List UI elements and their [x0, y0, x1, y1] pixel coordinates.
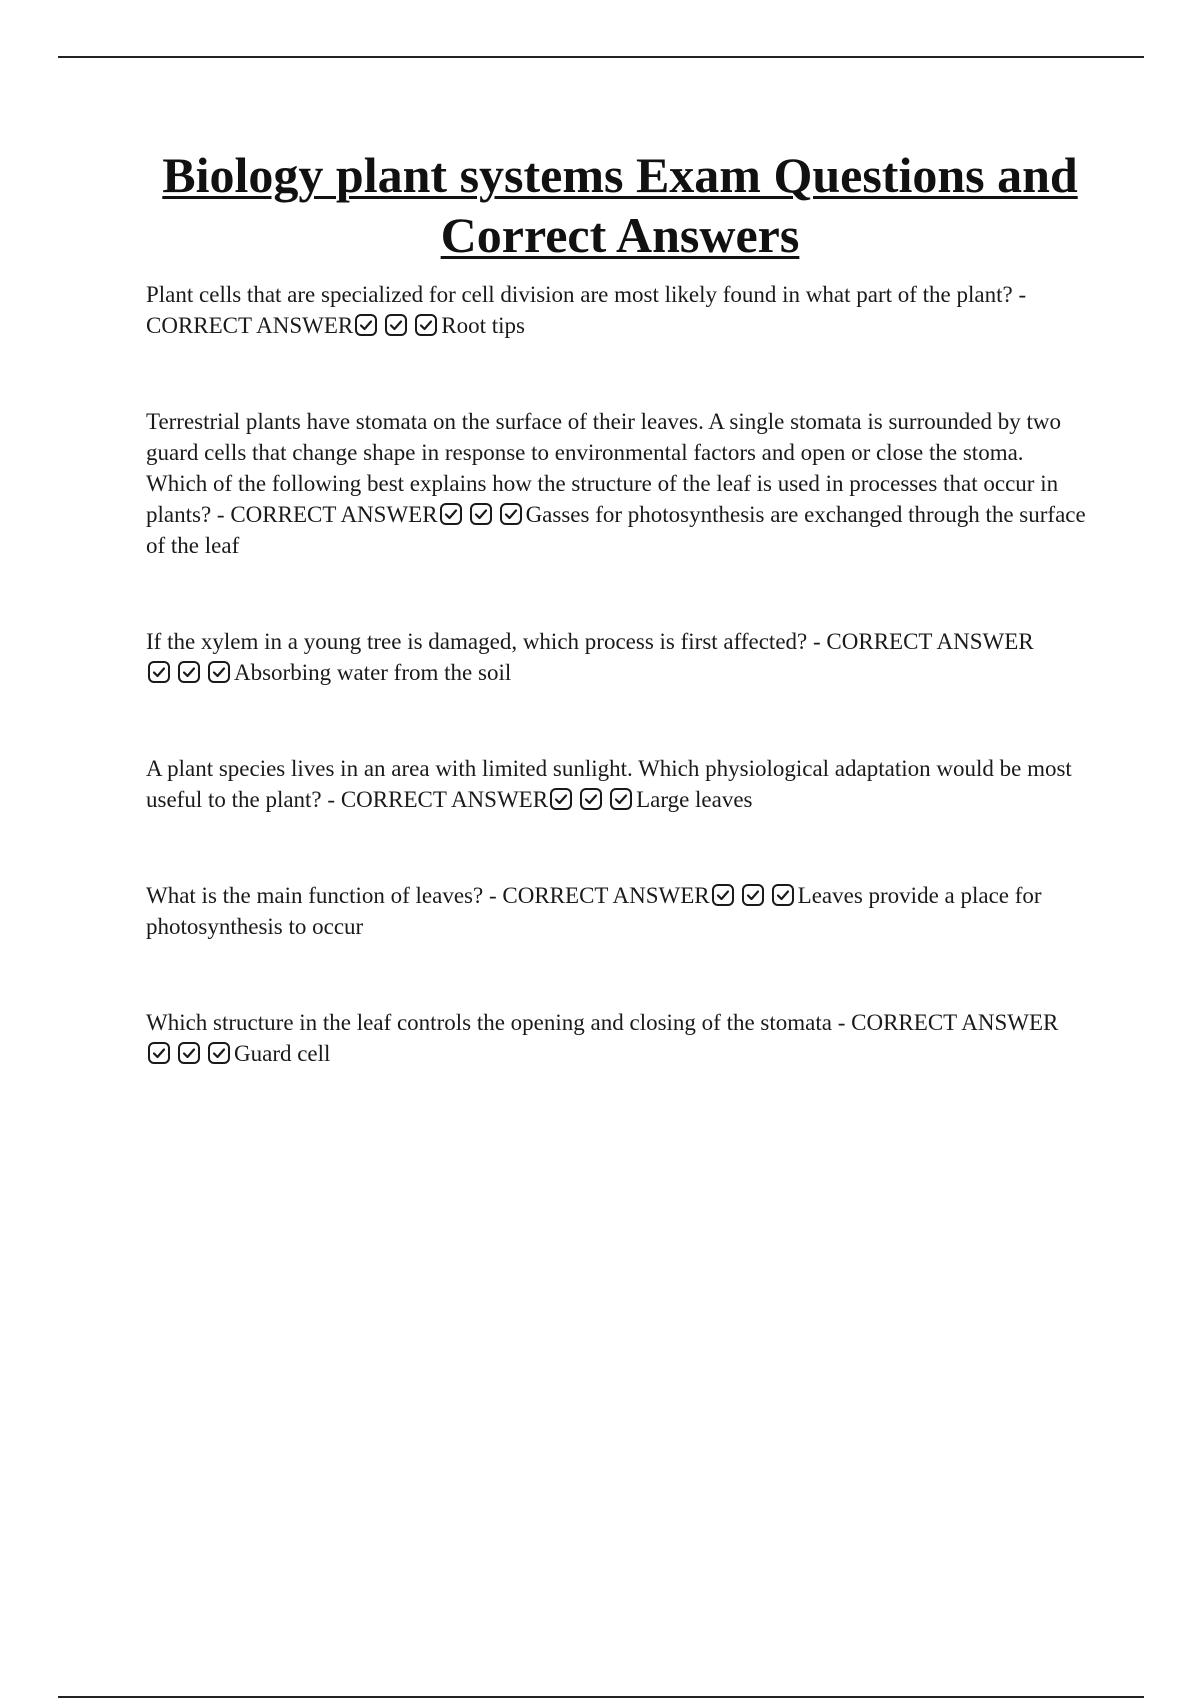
checkbox-checked-icon — [499, 502, 523, 526]
checkbox-checked-icon — [771, 883, 795, 907]
answer-marker: CORRECT ANSWER — [340, 787, 549, 812]
answer-marker: CORRECT ANSWER — [826, 629, 1034, 654]
document-title: Biology plant systems Exam Questions and Correct Answers — [162, 147, 1078, 263]
question-text: If the xylem in a young tree is damaged, which process is first affected? - — [146, 629, 821, 654]
checkbox-checked-icon — [469, 502, 493, 526]
checkbox-checked-icon — [741, 883, 765, 907]
check-icons — [147, 1041, 231, 1065]
qa-item — [146, 279, 1086, 341]
checkbox-checked-icon — [711, 883, 735, 907]
qa-item — [146, 1007, 1086, 1069]
answer-text: Large leaves — [636, 787, 753, 812]
qa-item — [146, 626, 1086, 688]
checkbox-checked-icon — [147, 660, 171, 684]
question-text: Which structure in the leaf controls the opening and closing of the stomata - — [146, 1010, 846, 1035]
checkbox-checked-icon — [579, 787, 603, 811]
check-icons — [354, 313, 438, 337]
checkbox-checked-icon — [384, 313, 408, 337]
qa-item — [146, 753, 1086, 815]
question-text: What is the main function of leaves? - — [146, 883, 497, 908]
answer-marker: CORRECT ANSWER — [502, 883, 710, 908]
checkbox-checked-icon — [549, 787, 573, 811]
check-icons — [147, 660, 231, 684]
answer-marker: CORRECT ANSWER — [230, 502, 438, 527]
qa-list — [146, 279, 1086, 1134]
answer-marker: CORRECT ANSWER — [146, 313, 354, 338]
qa-item — [146, 406, 1086, 561]
checkbox-checked-icon — [414, 313, 438, 337]
checkbox-checked-icon — [177, 1041, 201, 1065]
answer-text: Leaves provide a place for photosynthesis to occur — [146, 883, 1042, 939]
qa-item — [146, 880, 1086, 942]
checkbox-checked-icon — [177, 660, 201, 684]
answer-text: Absorbing water from the soil — [234, 660, 512, 685]
answer-text: Root tips — [441, 313, 525, 338]
answer-marker: CORRECT ANSWER — [851, 1010, 1059, 1035]
answer-text: Gasses for photosynthesis are exchanged through the surface of the leaf — [146, 502, 1086, 558]
top-divider — [58, 56, 1144, 58]
question-text: Terrestrial plants have stomata on the surface of their leaves. A single stomata is surrounded by two guard cells that change shape in response to environmental factors and open or close the stoma. Which of the following best explains how the structure of the leaf is used in processes that occur in plants? - — [146, 409, 1061, 527]
check-icons — [711, 883, 795, 907]
check-icons — [549, 787, 633, 811]
checkbox-checked-icon — [147, 1041, 171, 1065]
checkbox-checked-icon — [207, 660, 231, 684]
question-text: A plant species lives in an area with limited sunlight. Which physiological adaptation would be most useful to the plant? - — [146, 756, 1072, 812]
checkbox-checked-icon — [207, 1041, 231, 1065]
answer-text: Guard cell — [234, 1041, 331, 1066]
checkbox-checked-icon — [354, 313, 378, 337]
checkbox-checked-icon — [439, 502, 463, 526]
checkbox-checked-icon — [609, 787, 633, 811]
question-text: Plant cells that are specialized for cell division are most likely found in what part of the plant? - — [146, 282, 1027, 307]
check-icons — [439, 502, 523, 526]
bottom-divider — [58, 1696, 1144, 1698]
